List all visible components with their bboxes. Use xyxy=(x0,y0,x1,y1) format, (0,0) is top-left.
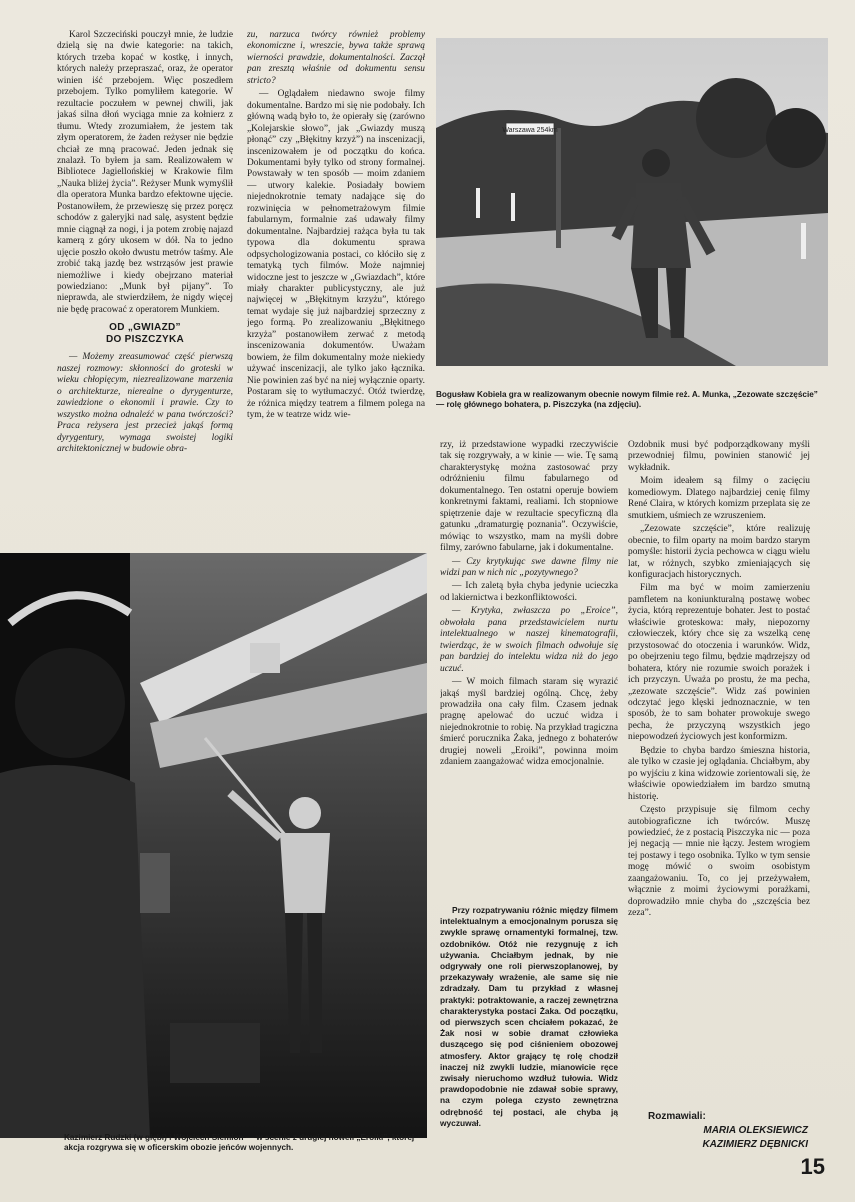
column-4-paragraph-3: „Zezowate szczęście”, które realizuję obecnie, to film oparty na moim bardzo starym pomyśle: historii życia pechowca w ciągu wielu lat, w różnych, szybko zmieniających się konfiguracjach historycznych. xyxy=(628,524,810,580)
column-3 xyxy=(440,440,618,895)
column-1-paragraph: Karol Szczeciński pouczył mnie, że ludzie dzielą się na dwie kategorie: na takich, których trzeba kopać w kostkę, i innych, których należy przepraszać, oraz, że operator winien iść przebojem. Więc poszedłem przebojem. Tylko pomyliłem kategorie. W rezultacie poczułem w pewnej chwili, jak jakaś silna dłoń wyciąga mnie za kołnierz z tłumu. Wtedy zrozumiałem, że jestem tak złym operatorem, że żaden reżyser nie będzie chciał ze mną pracować. Jeden jednak się znalazł. To byłem ja sam. Realizowałem w Bibliotece Jagiellońskiej w Krakowie film „Nauka bliżej życia”. Reżyser Munk wymyślił dla operatora Munka bardzo efektowne ujęcie. Postanowiłem, że przewieszę się przez poręcz schodów z galeryjki nad salę, asystent będzie mnie ciągnął za nogi, i ja potem zrobię najazd kamerą z góry ukosem w dół. Na to jedno ujęcie poszło około dwustu metrów taśmy. Ale zrobić taką jazdę bez wstrząsów jest prawie niemożliwe i kiedy obejrzano materiał powiedziano: „Munk był pijany”. To nieprawda, ale stwierdziłem, że nigdy więcej nie będę pracować z operatorem Munkiem. xyxy=(57,30,233,315)
interviewer-question-2: — Czy krytykując swe dawne filmy nie widzi pan w nich nic „pozytywnego? xyxy=(440,556,618,578)
column-4-paragraph-6: Często przypisuje się filmom cechy autobiograficzne ich twórców. Muszę powiedzieć, że z postacią Piszczyka nic — poza jej negacją — mnie nie łączy. Jestem wrogiem tej postawy i tego osobnika. Tylko w tym sensie mogę mówić o swoim osobistym zaangażowaniu. To, co jej przeżywałem, włącznie z moimi życiowymi porażkami, doprowadziło mnie chyba do „szczęścia bez zeza”. xyxy=(628,805,810,919)
column-3-paragraph-3: — W moich filmach staram się wyrazić jakąś myśl bardziej ogólną. Chcę, żeby prowadziła ona cały film. Czasem jednak pragnę apelować do uczuć widza i niejednokrotnie to robię. Na przykład tragiczna śmierć porucznika Żaka, jednego z bohaterów drugiej noweli „Eroiki”, powinna moim zdaniem zaangażować widza emocjonalnie. xyxy=(440,677,618,768)
column-2-paragraph: — Oglądałem niedawno swoje filmy dokumentalne. Bardzo mi się nie podobały. Ich główną wadą było to, że opierały się (zarówno „Kolejarskie słowo”, jak „Gwiazdy muszą płonąć” czy „Błękitny krzyż”) na inscenizacji, inscenizowałem je od początku do końca. Dokumentami były tylko od strony formalnej. Powstawały w ten sposób — moim zdaniem — utwory kalekie. Posiadały bowiem niejednokrotnie tematy nadające się do rozwinięcia w pełnometrażowym filmie fabularnym, formalnie zaś udawały filmy dokumentalne. Najbardziej rażąca była tu tak typowa dla dokumentu sprawa odpsychologizowania postaci, co kłóciło się z tematyką tych filmów. Może najmniej widoczne jest to jeszcze w „Gwiazdach”, które miały charakter publicystyczny, ale już najwięcej w „Błękitnym krzyżu”, którego temat wydaje się już najbardziej sprzeczny z jego formą. Po zrealizowaniu „Błękitnego krzyża” postanowiłem zerwać z metodą inscenizowania dokumentów. Uważam bowiem, że film dokumentalny może niekiedy używać inscenizacji, ale tylko jako łącznika. Nie powinien zaś być na niej wyłącznie oparty. Postaram się to wytłumaczyć. Otóż twierdzę, że różnica między teatrem a filmem polega na tym, że w teatrze widz wie- xyxy=(247,89,425,420)
bottom-photo xyxy=(0,553,427,1138)
credit-name-2: KAZIMIERZ DĘBNICKI xyxy=(702,1139,808,1150)
column-2 xyxy=(247,30,425,542)
column-4-paragraph-5: Będzie to chyba bardzo śmieszna historia, ale tylko w czasie jej oglądania. Chciałbym, aby po wyjściu z kina widzowie zorientowali się, że właściwie opowiedziałem im bardzo smutną historię. xyxy=(628,745,810,802)
credits-lead: Rozmawiali: xyxy=(648,1111,706,1122)
bottom-photo-caption: Kazimierz Rudzki (w głębi) i Wojciech Siemion — w scenie z drugiej noweli „Eroiki”, której akcja rozgrywa się w oficerskim obozie jeńców wojennych. xyxy=(64,1133,415,1152)
bottom-photo-image xyxy=(0,553,427,1138)
column-4-paragraph-2: Moim ideałem są filmy o zacięciu komediowym. Dlatego najbardziej cenię filmy René Claira, w których komizm przeplata się ze smutkiem, uśmiech ze wzruszeniem. xyxy=(628,476,810,521)
credit-name-1: MARIA OLEKSIEWICZ xyxy=(703,1125,808,1136)
column-4 xyxy=(628,440,810,1110)
interviewer-question-continued: zu, narzuca twórcy również problemy ekonomiczne i, wreszcie, bywa także sprawą wierności prawdzie, dokumentalności. Zaczął pan zresztą właśnie od dokumentu sensu stricto? xyxy=(247,30,425,86)
column-3-paragraph-1: rzy, iż przedstawione wypadki rzeczywiście tak się rozgrywały, a w kinie — wie. Tę samą charakterystykę można zastosować przy odróżnieniu filmu fabularnego od dokumentalnego. Ten ostatni operuje bowiem konkretnymi faktami, realiami. Ich stopniowe spiętrzenie daje w rezultacie specyficzną dla gatunku „dramaturgię poznania”. Oczywiście, mówiąc to wszystko, mam na myśli dobre filmy, zarówno fabularne, jak i dokumentalne. xyxy=(440,440,618,554)
boxed-excerpt xyxy=(440,905,618,1157)
section-heading xyxy=(57,322,233,346)
top-photo-image xyxy=(436,38,828,366)
boxed-excerpt-text: Przy rozpatrywaniu różnic między filmem intelektualnym a emocjonalnym porusza się zwykle sprawę ornamentyki formalnej, tzw. ozdobników. Otóż nie rezygnuję z ich używania. Chciałbym jednak, by nie odgrywały one roli pierwszoplanowej, by przekazywały wrażenie, ale same się nie zdradzały. Dam tu przykład z własnej praktyki: potraktowanie, a raczej zewnętrzna charakterystyka postaci Żaka. Od początku, od pierwszych scen chciałem pokazać, że Żak nosi w sobie dramat człowieka duszącego się pod ciśnieniem obozowej atmosfery. Aktor grający tę rolę chodził inaczej niż zwykli ludzie, mianowicie ręce zwisały nieruchomo wzdłuż tułowia. Widz prawdopodobnie nie zdawał sobie sprawy, na czym polega czysto zewnętrzna odrębność tej postaci, ale chyba ją wyczuwał. xyxy=(440,905,618,1128)
top-photo xyxy=(436,38,828,366)
interviewer-question: — Możemy zreasumować część pierwszą naszej rozmowy: skłonności do groteski w wieku chłopięcym, niezrealizowane marzenia o architekturze, nierealne o dyrygenturze, zawiedzione o ekonomii i prawie. Czy to wszystko można odnaleźć w pana twórczości? Praca reżysera jest przecież jakąś formą dyrygentury, wymaga swoistej logiki architektonicznej w budowie obra- xyxy=(57,352,233,454)
road-sign xyxy=(502,123,558,135)
column-3-paragraph-2: — Ich zaletą była chyba jedynie ucieczka od lakiernictwa i bezkonfliktowości. xyxy=(440,581,618,603)
column-4-paragraph-4: Film ma być w moim zamierzeniu pamfletem na koniunkturalną postawę wobec życia, którą reprezentuje bohater. Jest to postać właściwie groteskowa: mały, niepozorny człowieczek, który chce się za wszelką cenę przystosować do otoczenia i warunków. Widz, po obejrzeniu tego filmu, będzie mądrzejszy od bohatera, który nie rozumie swoich porażek i ich przyczyn. Uważa po prostu, że ma pecha, „zezowate szczęście”. Widz zaś powinien odczytać jego klęski jednoznacznie, w ten sposób, że to sam bohater prowokuje swego pecha, że przyczyną wszystkich jego niepowodzeń życiowych jest konformizm. xyxy=(628,583,810,743)
column-4-paragraph-1: Ozdobnik musi być podporządkowany myśli przewodniej filmu, powinien stanowić jej wykładnik. xyxy=(628,440,810,473)
sign-label: Warszawa 254km xyxy=(502,127,558,134)
top-photo-caption: Bogusław Kobiela gra w realizowanym obecnie nowym filmie reż. A. Munka, „Zezowate szczęście” — rolę głównego bohatera, p. Piszczyka (na zdjęciu). xyxy=(436,390,818,409)
page-number: 15 xyxy=(800,1154,825,1179)
section-heading-line1: OD „GWIAZD” xyxy=(109,322,181,334)
section-heading-line2: DO PISZCZYKA xyxy=(105,334,185,346)
interview-credits xyxy=(648,1110,808,1152)
column-1 xyxy=(57,30,233,542)
interviewer-question-3: — Krytyka, zwłaszcza po „Eroice”, obwołała pana przedstawicielem nurtu intelektualnego w naszej kinematografii, twierdząc, że w swoich filmach odwołuje się pan bardziej do intelektu widza niż do jego uczuć. xyxy=(440,606,618,674)
